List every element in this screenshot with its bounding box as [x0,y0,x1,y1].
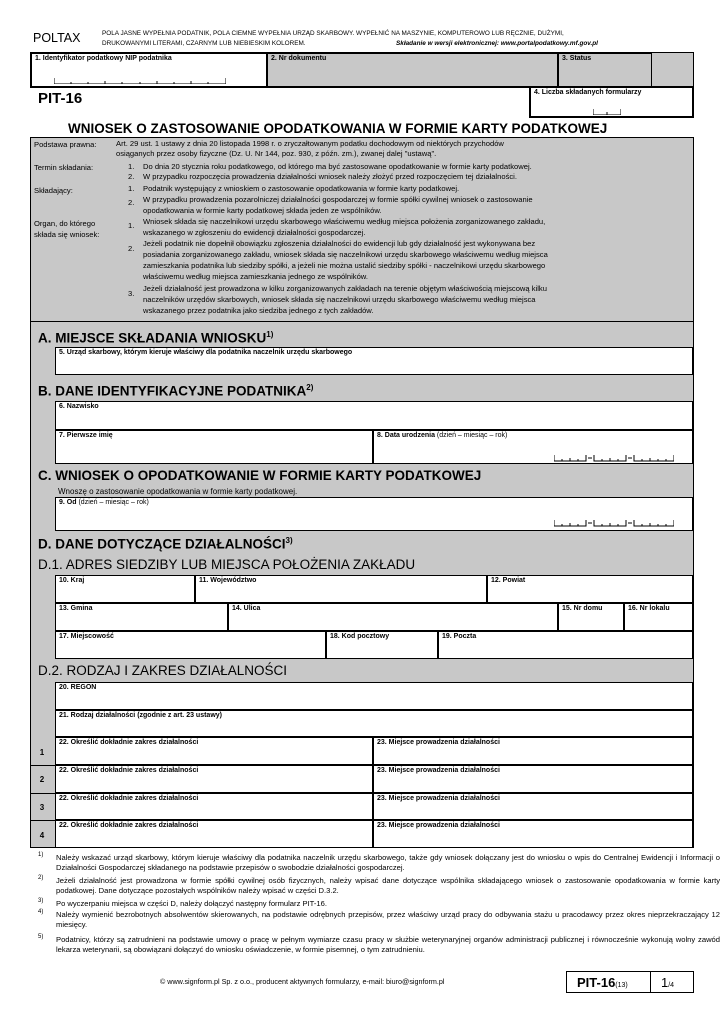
surname-field[interactable] [55,401,693,430]
organ-text-2c: zamieszkania podatnika lub siedziby spółki, a jeżeli nie można ustalić siedziby spółki - naczelnikowi urzędu skarbowego [143,261,546,270]
activity-scope-label-3: 22. Określić dokładnie zakres działalności [59,795,199,802]
fill-instructions-line2: DRUKOWANYMI LITERAMI, CZARNYM LUB NIEBIESKIM KOLOREM. [102,40,306,47]
organ-num-2: 2. [128,244,135,253]
activity-place-field-4[interactable] [373,820,693,848]
section-b-title: B. DANE IDENTYFIKACYJNE PODATNIKA$^{2)}$ [38,383,314,399]
filer-num-1: 1. [128,184,135,193]
footnote-1: 1) Należy wskazać urząd skarbowy, którym kieruje właściwy dla podatnika naczelnik urzędu skarbowego, także gdy wniosek dołączany jest do wniosku o wpis do Centralnej Ewidencji i Informacji o Działalności Gospodarczej składanego na podstawie przepisów o swobodzie działalności gospodarczej. [38,852,720,872]
footer-form-code: PIT-16(13) [577,975,628,990]
birth-date-field[interactable] [373,430,693,464]
page-indicator: 1/4 [661,975,675,990]
organ-text-2b: posiadania zorganizowanego zakładu, wniosek składa się naczelnikowi urzędu skarbowego właściwemu według miejsca [143,250,548,259]
row-divider [31,793,55,794]
section-c-statement: Wnoszę o zastosowanie opodatkowania w formie karty podatkowej. [58,487,298,496]
nip-digit-ticks [54,78,226,84]
activity-scope-field-3[interactable] [55,793,373,820]
house-number-field[interactable] [558,603,624,631]
footer-form-box [566,971,694,993]
document-number-label: 2. Nr dokumentu [271,55,327,62]
tax-office-label: 5. Urząd skarbowy, którym kieruje właściwy dla podatnika naczelnik urzędu skarbowego [59,349,353,356]
deadline-text-2: W przypadku rozpoczęcia prowadzenia działalności wniosek należy złożyć przed rozpoczęciem tej działalności. [143,172,517,181]
commune-field[interactable] [55,603,228,631]
brand-label: POLTAX [33,31,81,45]
start-date-ticks [554,520,674,528]
regon-field[interactable] [55,682,693,710]
deadline-num-1: 1. [128,162,135,171]
legal-basis-line1: Art. 29 ust. 1 ustawy z dnia 20 listopada 1998 r. o zryczałtowanym podatku dochodowym od niektórych przychodów [116,139,504,148]
section-d-title: D. DANE DOTYCZĄCE DZIAŁALNOŚCI$^{3)}$ [38,536,293,552]
document-number-field [267,53,558,87]
postal-code-field[interactable] [326,631,438,659]
filer-label: Składający: [34,186,73,195]
attachments-digit-ticks [593,109,621,115]
nip-field[interactable] [31,53,267,87]
nip-label: 1. Identyfikator podatkowy NIP podatnika [35,55,172,62]
form-title: WNIOSEK O ZASTOSOWANIE OPODATKOWANIA W FORMIE KARTY PODATKOWEJ [68,121,608,136]
first-name-field[interactable] [55,430,373,464]
producer-note: © www.signform.pl Sp. z o.o., producent aktywnych formularzy, e-mail: biuro@signform.pl [160,977,445,986]
organ-label-line2: składa się wniosek: [34,230,100,239]
status-field [558,53,652,87]
county-field[interactable] [487,575,693,603]
deadline-text-1: Do dnia 20 stycznia roku podatkowego, od którego ma być zastosowane opodatkowanie w formie karty podatkowej. [143,162,532,171]
locality-field[interactable] [55,631,326,659]
organ-text-2a: Jeżeli podatnik nie dopełnił obowiązku zgłoszenia działalności do ewidencji lub gdy działalność jest wykonywana bez [143,239,536,248]
attachments-count-label: 4. Liczba składanych formularzy [534,89,642,96]
section-c-title: C. WNIOSEK O OPODATKOWANIE W FORMIE KARTY PODATKOWEJ [38,468,482,483]
activity-type-field[interactable] [55,710,693,737]
start-date-field[interactable] [55,497,693,531]
activity-place-label-3: 23. Miejsce prowadzenia działalności [377,795,500,802]
activity-row-number-2: 2 [39,775,45,784]
tax-office-field[interactable] [55,347,693,375]
row-divider [31,820,55,821]
locality-label: 17. Miejscowość [59,633,114,640]
footnote-4: 4) Należy wymienić bezrobotnych absolwentów skierowanych, na podstawie odrębnych przepisów, przez właściwy urząd pracy do odbywania stażu u pracodawcy przez okres nieprzekraczający 12 miesięcy. [38,909,720,929]
footnote-3: 3) Po wyczerpaniu miejsca w części D, należy dołączyć następny formularz PIT-16. [38,898,327,908]
deadline-label: Termin składania: [34,163,94,172]
start-date-label: 9. Od (dzień – miesiąc – rok) [59,499,149,506]
post-office-field[interactable] [438,631,693,659]
street-label: 14. Ulica [232,605,261,612]
country-label: 10. Kraj [59,577,85,584]
house-number-label: 15. Nr domu [562,605,603,612]
section-a-title: A. MIEJSCE SKŁADANIA WNIOSKU$^{1)}$ [38,330,274,346]
activity-scope-field-1[interactable] [55,737,373,765]
filer-text-1: Podatnik występujący z wnioskiem o zastosowanie opodatkowania w formie karty podatkowej. [143,184,460,193]
organ-text-2d: właściwemu według miejsca zamieszkania jednego ze wspólników. [143,272,368,281]
voivodeship-field[interactable] [195,575,487,603]
row-divider [31,765,55,766]
organ-text-3c: wskazanego przez podatnika jako siedziba jednego z tych zakładów. [143,306,374,315]
filer-text-2b: opodatkowania w formie karty podatkowej składa jeden ze wspólników. [143,206,382,215]
postal-code-label: 18. Kod pocztowy [330,633,390,640]
activity-scope-field-4[interactable] [55,820,373,848]
organ-num-1: 1. [128,221,135,230]
legal-basis-label: Podstawa prawna: [34,140,97,149]
activity-place-field-1[interactable] [373,737,693,765]
activity-row-number-1: 1 [39,748,45,757]
activity-place-field-3[interactable] [373,793,693,820]
organ-text-3b: naczelników urzędów skarbowych, wniosek składa się naczelnikowi urzędu skarbowego właściwemu według miejsca [143,295,536,304]
section-d2-title: D.2. RODZAJ I ZAKRES DZIAŁALNOŚCI [38,663,288,678]
activity-place-label-4: 23. Miejsce prowadzenia działalności [377,822,500,829]
activity-row-number-4: 4 [39,831,45,840]
activity-type-label: 21. Rodzaj działalności (zgodnie z art. 23 ustawy) [59,712,222,719]
county-label: 12. Powiat [491,577,526,584]
post-office-label: 19. Poczta [442,633,477,640]
activity-scope-label-1: 22. Określić dokładnie zakres działalności [59,739,199,746]
organ-text-3a: Jeżeli działalność jest prowadzona w kilku zorganizowanych zakładach na terenie objętym właściwością miejscową kilku [143,284,547,293]
activity-place-field-2[interactable] [373,765,693,793]
status-label: 3. Status [562,55,592,62]
footnote-5: 5) Podatnicy, którzy są zatrudnieni na podstawie umowy o pracę w pełnym wymiarze czasu pracy w służbie weterynaryjnej organów administracji publicznej i równocześnie wykonują wolny zawód lekarza weterynarii, są obowiązani dołączyć do wniosku oświadczenie, w formie pisemnej, o tym zatrudnieniu. [38,934,720,954]
commune-label: 13. Gmina [59,605,93,612]
birth-date-label: 8. Data urodzenia (dzień – miesiąc – rok) [377,432,508,439]
organ-num-3: 3. [128,289,135,298]
apartment-number-field[interactable] [624,603,693,631]
filer-num-2: 2. [128,198,135,207]
fill-instructions-line1: POLA JASNE WYPEŁNIA PODATNIK, POLA CIEMNE WYPEŁNIA URZĄD SKARBOWY. WYPEŁNIĆ NA MASZYNIE, KOMPUTEROWO LUB RĘCZNIE, DUŻYMI, [102,30,564,37]
country-field[interactable] [55,575,195,603]
birth-date-ticks [554,455,674,463]
organ-text-1a: Wniosek składa się naczelnikowi urzędu skarbowego właściwemu według miejsca położenia zorganizowanego zakładu, [143,217,546,226]
regon-label: 20. REGON [59,684,97,691]
activity-scope-label-2: 22. Określić dokładnie zakres działalności [59,767,199,774]
activity-scope-label-4: 22. Określić dokładnie zakres działalności [59,822,199,829]
activity-row-number-3: 3 [39,803,45,812]
activity-scope-field-2[interactable] [55,765,373,793]
street-field[interactable] [228,603,558,631]
electronic-filing-note: Składanie w wersji elektronicznej: www.portalpodatkowy.mf.gov.pl [396,40,598,47]
section-d1-title: D.1. ADRES SIEDZIBY LUB MIEJSCA POŁOŻENIA ZAKŁADU [38,557,416,572]
legal-basis-line2: osiąganych przez osoby fizyczne (Dz. U. Nr 144, poz. 930, z późn. zm.), zwanej dalej "ustawą". [116,149,437,158]
form-code: PIT-16 [38,90,83,107]
activity-place-label-2: 23. Miejsce prowadzenia działalności [377,767,500,774]
filer-text-2a: W przypadku prowadzenia pozarolniczej działalności gospodarczej w formie spółki cywilnej wniosek o zastosowanie [143,195,533,204]
first-name-label: 7. Pierwsze imię [59,432,113,439]
organ-label-line1: Organ, do którego [34,219,96,228]
organ-text-1b: wskazanego w zgłoszeniu do ewidencji działalności gospodarczej. [143,228,366,237]
footer-divider [650,972,651,992]
surname-label: 6. Nazwisko [59,403,99,410]
apartment-number-label: 16. Nr lokalu [628,605,670,612]
deadline-num-2: 2. [128,172,135,181]
activity-place-label-1: 23. Miejsce prowadzenia działalności [377,739,500,746]
footnote-2: 2) Jeżeli działalność jest prowadzona w formie spółki cywilnej osób fizycznych, należy wpisać dane dotyczące wspólnika składającego wniosek o zastosowanie opodatkowania w formie karty podatkowej. Dane dotyczące pozostałych wspólników należy wpisać w części D.3.2. [38,875,720,895]
voivodeship-label: 11. Województwo [199,577,257,584]
attachments-count-field[interactable] [530,87,693,117]
